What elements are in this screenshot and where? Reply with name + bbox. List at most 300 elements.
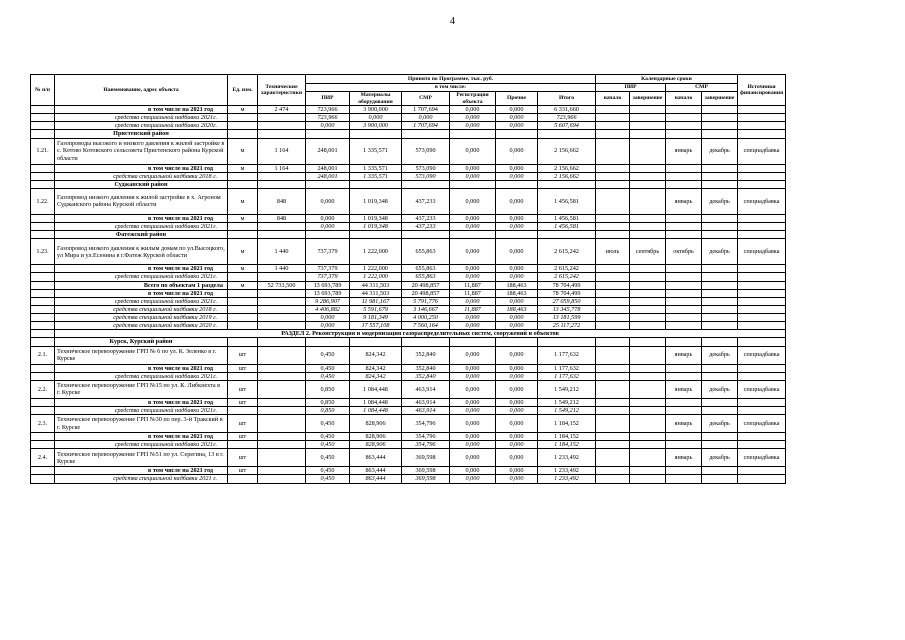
table-row-src — [31, 314, 786, 322]
cell-num — [31, 475, 55, 483]
cell-pir: 13 693,789 — [306, 289, 350, 297]
cell-source — [738, 406, 786, 414]
table-row-src — [31, 406, 786, 414]
cell-mat: 1 019,348 — [350, 223, 402, 231]
cell-cal-s2: январь — [666, 449, 702, 467]
cell-oth: 0,000 — [496, 223, 538, 231]
cell-cal-s1 — [596, 188, 630, 214]
cell-cal-s2 — [666, 322, 702, 330]
cell-tech — [258, 223, 306, 231]
cell-tech: 2 474 — [258, 106, 306, 114]
cell-unit: шт — [228, 467, 258, 475]
header-start: начало — [596, 92, 630, 106]
cell-tech — [258, 273, 306, 281]
cell-name: средства специальной надбавки 2021г. — [55, 273, 228, 281]
cell-tot: 1 184,152 — [538, 441, 596, 449]
cell-pir: 0,450 — [306, 467, 350, 475]
cell-mat: 0,000 — [350, 114, 402, 122]
cell-mat: 1 335,571 — [350, 138, 402, 164]
cell-name: в том числе на 2021 год — [55, 398, 228, 406]
cell-num: 2.2. — [31, 380, 55, 398]
cell-num — [31, 281, 55, 289]
cell-unit — [228, 130, 258, 138]
cell-mat: 824,342 — [350, 372, 402, 380]
cell-tot: 1 456,581 — [538, 188, 596, 214]
cell-cal-e1 — [630, 180, 666, 188]
cell-smr: 573,090 — [402, 138, 450, 164]
cell-name: в том числе на 2021 год — [55, 289, 228, 297]
cell-smr — [402, 231, 450, 239]
cell-unit: шт — [228, 433, 258, 441]
cell-cal-e2 — [702, 265, 738, 273]
cell-oth: 188,463 — [496, 289, 538, 297]
cell-source — [738, 273, 786, 281]
cell-smr: 352,840 — [402, 372, 450, 380]
cell-smr: 7 560,164 — [402, 322, 450, 330]
table-row-district — [31, 338, 786, 346]
cell-unit: м — [228, 164, 258, 172]
cell-cal-e2: декабрь — [702, 346, 738, 364]
cell-reg: 0,000 — [450, 188, 496, 214]
cell-tech: 1 164 — [258, 164, 306, 172]
cell-source — [738, 122, 786, 130]
cell-cal-s2: январь — [666, 415, 702, 433]
cell-reg: 0,000 — [450, 406, 496, 414]
cell-smr: 5 791,776 — [402, 297, 450, 305]
cell-reg: 0,000 — [450, 475, 496, 483]
cell-reg: 0,000 — [450, 106, 496, 114]
header-calendar: Календарные сроки — [596, 75, 738, 84]
cell-tech — [258, 346, 306, 364]
cell-unit — [228, 305, 258, 313]
cell-smr: 463,914 — [402, 406, 450, 414]
cell-cal-e1 — [630, 415, 666, 433]
cell-tot: 1 549,212 — [538, 406, 596, 414]
cell-oth: 0,000 — [496, 188, 538, 214]
cell-cal-e1 — [630, 338, 666, 346]
table-row-sub — [31, 164, 786, 172]
cell-reg: 11,887 — [450, 305, 496, 313]
cell-cal-e1: сентябрь — [630, 239, 666, 265]
header-tech: Технические характеристики — [258, 75, 306, 106]
cell-cal-s2 — [666, 106, 702, 114]
cell-tech: 1 440 — [258, 265, 306, 273]
cell-tot: 1 456,581 — [538, 214, 596, 222]
cell-cal-e1 — [630, 433, 666, 441]
table-row-src — [31, 305, 786, 313]
cell-tot: 1 549,212 — [538, 380, 596, 398]
cell-reg — [450, 338, 496, 346]
cell-reg: 0,000 — [450, 372, 496, 380]
cell-num — [31, 406, 55, 414]
header-end: завершение — [630, 92, 666, 106]
cell-oth: 0,000 — [496, 475, 538, 483]
cell-num — [31, 106, 55, 114]
cell-tot: 6 331,660 — [538, 106, 596, 114]
table-body — [31, 106, 786, 484]
cell-num — [31, 297, 55, 305]
cell-cal-s2 — [666, 338, 702, 346]
cell-num — [31, 467, 55, 475]
table-row-obj — [31, 188, 786, 214]
cell-pir: 13 693,789 — [306, 281, 350, 289]
table-row-sub — [31, 398, 786, 406]
cell-source: спецнадбавка — [738, 138, 786, 164]
cell-oth: 0,000 — [496, 239, 538, 265]
cell-reg: 0,000 — [450, 449, 496, 467]
cell-name: в том числе на 2021 год — [55, 433, 228, 441]
cell-num — [31, 122, 55, 130]
cell-oth: 0,000 — [496, 297, 538, 305]
cell-tot: 1 177,632 — [538, 364, 596, 372]
cell-cal-e2: декабрь — [702, 188, 738, 214]
cell-unit — [228, 114, 258, 122]
cell-mat: 9 181,349 — [350, 314, 402, 322]
cell-cal-e1 — [630, 138, 666, 164]
cell-cal-s1 — [596, 372, 630, 380]
cell-source — [738, 164, 786, 172]
header-smr: СМР — [402, 92, 450, 106]
cell-cal-e2 — [702, 441, 738, 449]
cell-tot: 723,966 — [538, 114, 596, 122]
cell-smr: 437,233 — [402, 223, 450, 231]
cell-cal-s2 — [666, 398, 702, 406]
cell-cal-s1: июль — [596, 239, 630, 265]
cell-oth: 0,000 — [496, 265, 538, 273]
cell-smr: 655,863 — [402, 239, 450, 265]
cell-reg — [450, 130, 496, 138]
cell-mat: 1 084,448 — [350, 406, 402, 414]
cell-pir: 4 406,882 — [306, 305, 350, 313]
cell-mat: 863,444 — [350, 475, 402, 483]
cell-mat: 17 557,108 — [350, 322, 402, 330]
cell-reg: 0,000 — [450, 467, 496, 475]
table-row-src — [31, 475, 786, 483]
cell-cal-e1 — [630, 231, 666, 239]
cell-unit — [228, 297, 258, 305]
table-row-district — [31, 180, 786, 188]
cell-tot: 1 184,152 — [538, 433, 596, 441]
cell-cal-e2 — [702, 106, 738, 114]
cell-source: спецнадбавка — [738, 380, 786, 398]
cell-name: средства специальной надбавки 2021г. — [55, 223, 228, 231]
cell-cal-s2 — [666, 114, 702, 122]
header-end2: завершение — [702, 92, 738, 106]
cell-pir: 9 286,907 — [306, 297, 350, 305]
header-unit: Ед. изм. — [228, 75, 258, 106]
cell-oth: 0,000 — [496, 314, 538, 322]
cell-tech — [258, 406, 306, 414]
cell-cal-s2 — [666, 441, 702, 449]
cell-smr: 354,796 — [402, 415, 450, 433]
cell-cal-e1 — [630, 467, 666, 475]
cell-name: Курск, Курский район — [55, 338, 228, 346]
cell-reg: 0,000 — [450, 114, 496, 122]
cell-oth: 0,000 — [496, 322, 538, 330]
cell-cal-e2 — [702, 273, 738, 281]
cell-cal-e1 — [630, 406, 666, 414]
cell-reg: 0,000 — [450, 214, 496, 222]
cell-cal-e2: декабрь — [702, 449, 738, 467]
cell-unit: шт — [228, 364, 258, 372]
cell-name: средства специальной надбавки 2018 г. — [55, 305, 228, 313]
cell-tot: 13 181,599 — [538, 314, 596, 322]
cell-unit — [228, 289, 258, 297]
cell-cal-s2 — [666, 467, 702, 475]
cell-smr: 0,000 — [402, 114, 450, 122]
cell-mat: 863,444 — [350, 467, 402, 475]
cell-name: средства специальной надбавки 2018 г. — [55, 172, 228, 180]
cell-tech — [258, 322, 306, 330]
cell-name: в том числе на 2021 год — [55, 364, 228, 372]
cell-pir: 0,850 — [306, 380, 350, 398]
cell-source — [738, 398, 786, 406]
cell-name: средства специальной надбавки 2020 г. — [55, 322, 228, 330]
cell-cal-e2: декабрь — [702, 239, 738, 265]
cell-unit — [228, 172, 258, 180]
cell-mat: 1 019,348 — [350, 214, 402, 222]
table-header — [31, 75, 786, 106]
cell-smr: 354,796 — [402, 433, 450, 441]
cell-tech — [258, 398, 306, 406]
cell-num — [31, 114, 55, 122]
cell-cal-s1 — [596, 314, 630, 322]
cell-name: Техническое перевооружение ГРП №15 по ул. К. Либкнехта в г. Курске — [55, 380, 228, 398]
cell-pir: 0,450 — [306, 475, 350, 483]
cell-source — [738, 106, 786, 114]
cell-num: 1.21. — [31, 138, 55, 164]
cell-oth — [496, 130, 538, 138]
cell-cal-e1 — [630, 265, 666, 273]
cell-pir: 0,000 — [306, 214, 350, 222]
table-row-sub — [31, 265, 786, 273]
cell-name: в том числе на 2021 год — [55, 265, 228, 273]
cell-oth: 0,000 — [496, 164, 538, 172]
cell-unit: м — [228, 265, 258, 273]
cell-cal-s2: январь — [666, 138, 702, 164]
cell-tech — [258, 415, 306, 433]
cell-oth: 0,000 — [496, 449, 538, 467]
cell-cal-e2 — [702, 372, 738, 380]
cell-tot: 1 233,492 — [538, 467, 596, 475]
cell-smr: 573,090 — [402, 164, 450, 172]
cell-mat: 824,342 — [350, 346, 402, 364]
cell-cal-e1 — [630, 380, 666, 398]
cell-source — [738, 172, 786, 180]
cell-mat: 1 084,448 — [350, 380, 402, 398]
cell-tech — [258, 364, 306, 372]
cell-smr: 437,233 — [402, 188, 450, 214]
cell-mat: 5 591,679 — [350, 305, 402, 313]
cell-name: средства специальной надбавки 2021г. — [55, 297, 228, 305]
cell-tot: 1 233,492 — [538, 475, 596, 483]
cell-pir: 248,001 — [306, 138, 350, 164]
cell-cal-s1 — [596, 449, 630, 467]
cell-cal-s1 — [596, 172, 630, 180]
cell-smr — [402, 338, 450, 346]
cell-num — [31, 130, 55, 138]
cell-cal-e2 — [702, 433, 738, 441]
cell-cal-s1 — [596, 297, 630, 305]
cell-name: Газопроводы высокого и низкого давления к жилой застройке в с. Котово Котовского сельсовета Пристенского района Курской области — [55, 138, 228, 164]
cell-name: Техническое перевооружение ГРП №51 по ул. Серегина, 13 в г. Курске — [55, 449, 228, 467]
cell-pir: 737,379 — [306, 265, 350, 273]
cell-tech — [258, 305, 306, 313]
table-row-sub — [31, 433, 786, 441]
cell-unit — [228, 314, 258, 322]
cell-num: 2.1. — [31, 346, 55, 364]
cell-cal-s1 — [596, 265, 630, 273]
cell-source — [738, 223, 786, 231]
cell-cal-s2 — [666, 406, 702, 414]
table-row-src — [31, 322, 786, 330]
header-name: Наименование, адрес объекта — [55, 75, 228, 106]
cell-mat: 44 311,503 — [350, 289, 402, 297]
cell-smr: 4 000,250 — [402, 314, 450, 322]
cell-cal-e1 — [630, 314, 666, 322]
cell-name: в том числе на 2021 год — [55, 467, 228, 475]
cell-reg: 0,000 — [450, 415, 496, 433]
cell-unit — [228, 372, 258, 380]
cell-cal-s2 — [666, 314, 702, 322]
cell-mat: 44 311,503 — [350, 281, 402, 289]
cell-pir: 0,850 — [306, 398, 350, 406]
cell-num — [31, 322, 55, 330]
cell-cal-s1 — [596, 164, 630, 172]
cell-cal-s1 — [596, 346, 630, 364]
table-row-src — [31, 372, 786, 380]
cell-source — [738, 130, 786, 138]
table-row-src — [31, 114, 786, 122]
cell-cal-e1 — [630, 223, 666, 231]
cell-oth: 0,000 — [496, 114, 538, 122]
cell-pir — [306, 130, 350, 138]
cell-smr: 463,914 — [402, 398, 450, 406]
table-row-sub — [31, 214, 786, 222]
cell-cal-e2 — [702, 231, 738, 239]
cell-pir: 0,850 — [306, 406, 350, 414]
cell-unit: шт — [228, 346, 258, 364]
cell-smr: 1 707,694 — [402, 106, 450, 114]
cell-reg: 11,887 — [450, 289, 496, 297]
cell-tot: 1 184,152 — [538, 415, 596, 433]
cell-smr: 3 146,667 — [402, 305, 450, 313]
cell-tot — [538, 338, 596, 346]
cell-mat: 1 222,000 — [350, 265, 402, 273]
cell-mat: 828,906 — [350, 433, 402, 441]
cell-reg: 0,000 — [450, 346, 496, 364]
cell-num — [31, 214, 55, 222]
page-number: 4 — [450, 16, 455, 27]
cell-smr — [402, 180, 450, 188]
cell-cal-s1 — [596, 273, 630, 281]
cell-oth: 0,000 — [496, 380, 538, 398]
cell-oth: 188,463 — [496, 305, 538, 313]
cell-cal-s2 — [666, 164, 702, 172]
cell-cal-e1 — [630, 289, 666, 297]
cell-num: 2.4. — [31, 449, 55, 467]
cell-smr: 352,840 — [402, 346, 450, 364]
cell-mat — [350, 338, 402, 346]
cell-unit: шт — [228, 415, 258, 433]
cell-source — [738, 214, 786, 222]
cell-cal-s1 — [596, 114, 630, 122]
cell-tech — [258, 449, 306, 467]
cell-source — [738, 372, 786, 380]
cell-oth: 0,000 — [496, 415, 538, 433]
cell-cal-s2 — [666, 265, 702, 273]
cell-cal-s2: октябрь — [666, 239, 702, 265]
cell-cal-s2 — [666, 289, 702, 297]
table-row-obj — [31, 415, 786, 433]
cell-cal-e2: декабрь — [702, 415, 738, 433]
cell-tech — [258, 231, 306, 239]
cell-cal-e2 — [702, 180, 738, 188]
cell-unit: шт — [228, 449, 258, 467]
cell-tech — [258, 441, 306, 449]
cell-source — [738, 441, 786, 449]
cell-oth: 0,000 — [496, 433, 538, 441]
header-cal-smr: СМР — [666, 84, 738, 92]
cell-pir — [306, 231, 350, 239]
cell-tech — [258, 475, 306, 483]
cell-smr: 352,840 — [402, 364, 450, 372]
cell-cal-s1 — [596, 122, 630, 130]
cell-cal-s1 — [596, 441, 630, 449]
table-row-tot — [31, 281, 786, 289]
cell-smr: 369,598 — [402, 449, 450, 467]
cell-oth: 0,000 — [496, 398, 538, 406]
cell-source — [738, 305, 786, 313]
cell-cal-e2 — [702, 289, 738, 297]
cell-cal-e2 — [702, 475, 738, 483]
table-row-src — [31, 223, 786, 231]
cell-tech: 52 733,500 — [258, 281, 306, 289]
cell-cal-e1 — [630, 372, 666, 380]
cell-unit — [228, 273, 258, 281]
table-row-src — [31, 297, 786, 305]
cell-cal-s2 — [666, 180, 702, 188]
cell-source: спецнадбавка — [738, 188, 786, 214]
cell-num — [31, 164, 55, 172]
cell-pir: 0,450 — [306, 364, 350, 372]
cell-tech: 1 164 — [258, 138, 306, 164]
cell-cal-e1 — [630, 398, 666, 406]
cell-cal-e2 — [702, 114, 738, 122]
cell-tot — [538, 130, 596, 138]
cell-cal-s2 — [666, 475, 702, 483]
cell-cal-s1 — [596, 406, 630, 414]
cell-pir — [306, 338, 350, 346]
cell-cal-s2 — [666, 281, 702, 289]
cell-unit — [228, 122, 258, 130]
cell-num — [31, 330, 55, 338]
cell-cal-e2 — [702, 297, 738, 305]
cell-pir: 723,966 — [306, 114, 350, 122]
cell-cal-s2 — [666, 273, 702, 281]
cell-cal-e2 — [702, 322, 738, 330]
cell-source — [738, 281, 786, 289]
cell-unit: м — [228, 281, 258, 289]
cell-tech: 848 — [258, 214, 306, 222]
header-program: Принято по Программе, тыс. руб. — [306, 75, 596, 84]
cell-pir: 0,450 — [306, 346, 350, 364]
cell-cal-s1 — [596, 180, 630, 188]
cell-source — [738, 114, 786, 122]
cell-mat: 3 900,000 — [350, 122, 402, 130]
cell-num — [31, 441, 55, 449]
cell-cal-e2 — [702, 338, 738, 346]
